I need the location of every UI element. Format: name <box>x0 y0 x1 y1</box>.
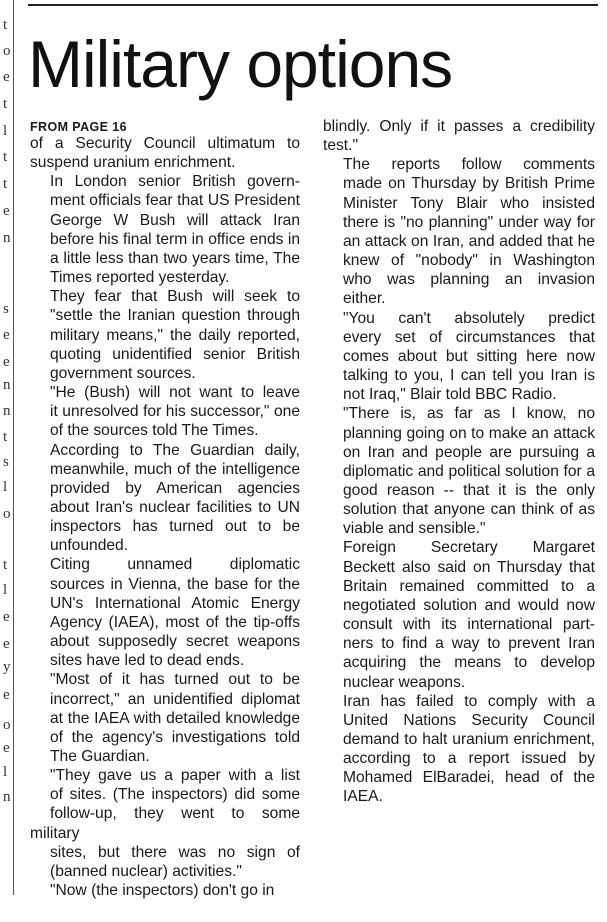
text-line: Foreign Secretary Margaret <box>343 539 595 557</box>
text-line: acquiring the means to develop <box>343 654 595 672</box>
text-line: Britain remained committed to a <box>343 577 595 595</box>
text-line: United Nations Security Council <box>343 711 595 729</box>
headline: Military options <box>28 27 453 101</box>
text-line: George W Bush will attack Iran <box>50 211 300 229</box>
text-line: sites have led to dead ends. <box>50 652 245 670</box>
text-line: made on Thursday by British Prime <box>343 175 595 193</box>
paragraph <box>323 117 595 155</box>
text-line: sites, but there was no sign of <box>50 843 300 861</box>
clipped-glyph: t <box>3 149 8 165</box>
paragraph <box>323 692 595 807</box>
clipped-glyph: s <box>3 301 9 317</box>
text-line: knew of "nobody" in Washington <box>343 252 595 270</box>
text-line: meanwhile, much of the intelligence <box>50 460 300 478</box>
paragraph <box>30 134 300 172</box>
text-line: solution that anyone can think of as <box>343 501 595 519</box>
text-line: about supposedly secret weapons <box>50 633 300 651</box>
paragraph <box>30 287 300 383</box>
text-line: planning going on to make an attack <box>343 424 595 442</box>
clipped-glyph: l <box>3 123 8 139</box>
text-line: ners to find a way to prevent Iran <box>343 635 595 653</box>
clipped-glyph: e <box>3 740 10 756</box>
clipped-glyph: e <box>3 354 10 370</box>
clipped-glyph: e <box>3 327 10 343</box>
text-line: of sites. (The inspectors) did some <box>50 786 300 804</box>
text-line: nuclear weapons. <box>343 673 466 691</box>
text-line: it unresolved for his successor," one <box>50 403 300 421</box>
clipped-glyph: o <box>3 717 11 733</box>
right-column <box>323 117 595 807</box>
adjacent-column-clip <box>0 0 12 922</box>
text-line: every set of circumstances that <box>343 328 595 346</box>
text-line: ment officials fear that US President <box>50 192 300 210</box>
kicker-from-page: FROM PAGE 16 <box>30 120 127 134</box>
text-line: on Iran and people are pursuing a <box>343 443 595 461</box>
column-divider <box>13 0 14 895</box>
clipped-glyph: l <box>3 582 8 598</box>
clipped-glyph: e <box>3 636 10 652</box>
clipped-glyph: t <box>3 429 8 445</box>
text-line: according to a report issued by <box>343 750 595 768</box>
clipped-glyph: l <box>3 479 8 495</box>
text-line: there is "no planning" under way for <box>343 213 595 231</box>
text-line: an attack on Iran, and added that he <box>343 232 595 250</box>
clipped-glyph: n <box>3 789 11 805</box>
text-line: demand to halt uranium enrichment, <box>343 731 595 748</box>
text-line: Citing unnamed diplomatic <box>50 556 300 574</box>
clipped-glyph: o <box>3 506 11 522</box>
text-line: UN's International Atomic Energy <box>50 594 300 612</box>
text-line: IAEA. <box>343 788 383 806</box>
clipped-glyph: o <box>3 43 11 59</box>
clipped-glyph: n <box>3 403 11 419</box>
text-line: Times reported yesterday. <box>50 269 230 287</box>
text-line: incorrect," an unidentified diplomat <box>50 690 300 708</box>
text-line: about Iran's nuclear facilities to UN <box>50 498 300 516</box>
text-line: before his final term in office ends in <box>50 230 300 248</box>
clipped-glyph: n <box>3 230 11 246</box>
text-line: of the sources told The Times. <box>50 422 259 440</box>
text-line: at the IAEA with detailed knowledge <box>50 709 300 727</box>
text-line: The reports follow comments <box>343 156 595 174</box>
text-line: In London senior British govern- <box>50 173 300 191</box>
text-line: Beckett also said on Thursday that <box>343 558 595 576</box>
clipped-glyph: e <box>3 203 10 219</box>
clipped-glyph: s <box>3 454 9 470</box>
text-line: either. <box>343 290 386 308</box>
text-line: sources in Vienna, the base for the <box>50 575 300 593</box>
text-line: a little less than two years time, The <box>50 249 300 267</box>
text-line: suspend uranium enrichment. <box>30 154 236 172</box>
text-line: "Most of it has turned out to be <box>50 671 300 689</box>
paragraph <box>30 670 300 766</box>
paragraph <box>323 538 595 691</box>
text-line: Iran has failed to comply with a <box>343 692 595 710</box>
text-line: According to The Guardian daily, <box>50 441 300 459</box>
text-line: talking to you, I can tell you Iran is <box>343 367 595 385</box>
top-rule <box>28 4 598 6</box>
clipped-glyph: t <box>3 557 8 573</box>
text-line: diplomatic and political solution for a <box>343 462 595 480</box>
paragraph <box>30 441 300 556</box>
clipped-glyph: e <box>3 687 10 703</box>
text-line: "Now (the inspectors) don't go in <box>50 882 275 900</box>
text-line: "There is, as far as I know, no <box>343 405 595 423</box>
text-line: "They gave us a paper with a list <box>50 767 300 785</box>
text-line: government sources. <box>50 364 196 382</box>
paragraph <box>30 383 300 440</box>
text-line: viable and sensible." <box>343 520 486 538</box>
text-line: military means," the daily reported, <box>50 326 300 344</box>
text-line: Mohamed ElBaradei, head of the <box>343 769 595 787</box>
clipped-glyph: n <box>3 377 11 393</box>
clipped-glyph: t <box>3 17 8 33</box>
text-line: of a Security Council ultimatum to <box>30 135 300 152</box>
clipped-glyph: t <box>3 176 8 192</box>
paragraph <box>323 404 595 538</box>
text-line: "You can't absolutely predict <box>343 309 595 327</box>
clipped-glyph: e <box>3 69 10 85</box>
text-line: negotiated solution and would now <box>343 596 595 614</box>
clipped-glyph: y <box>3 659 11 675</box>
text-line: good reason -- that it is the only <box>343 481 595 499</box>
text-line: "He (Bush) will not want to leave <box>50 384 300 402</box>
text-line: of the agency's investigations told <box>50 728 300 746</box>
text-line: provided by American agencies <box>50 479 300 497</box>
text-line: comes about but sitting here now <box>343 347 595 365</box>
clipped-glyph: l <box>3 764 8 780</box>
clipped-glyph: e <box>3 609 10 625</box>
paragraph <box>323 309 595 405</box>
text-line: "settle the Iranian question through <box>50 307 300 325</box>
text-line: blindly. Only if it passes a credibility <box>323 118 595 135</box>
text-line: Agency (IAEA), most of the tip-offs <box>50 613 300 631</box>
text-line: follow-up, they went to some military <box>30 805 300 842</box>
text-line: consult with its international part- <box>343 616 595 634</box>
text-line: inspectors has turned out to be <box>50 518 300 536</box>
text-line: (banned nuclear) activities." <box>50 862 242 880</box>
paragraph <box>323 155 595 308</box>
left-column <box>30 116 300 900</box>
text-line: quoting unidentified senior British <box>50 345 300 363</box>
text-line: test." <box>323 137 359 155</box>
text-line: who was planning an invasion <box>343 271 595 289</box>
text-line: not Iraq," Blair told BBC Radio. <box>343 386 557 404</box>
paragraph <box>30 172 300 287</box>
paragraph <box>30 881 300 900</box>
text-line: unfounded. <box>50 537 129 555</box>
paragraph <box>30 555 300 670</box>
text-line: They fear that Bush will seek to <box>50 288 300 306</box>
text-line: Minister Tony Blair who insisted <box>343 194 595 212</box>
text-line: The Guardian. <box>50 748 150 765</box>
clipped-glyph: t <box>3 96 8 112</box>
paragraph <box>30 766 300 881</box>
